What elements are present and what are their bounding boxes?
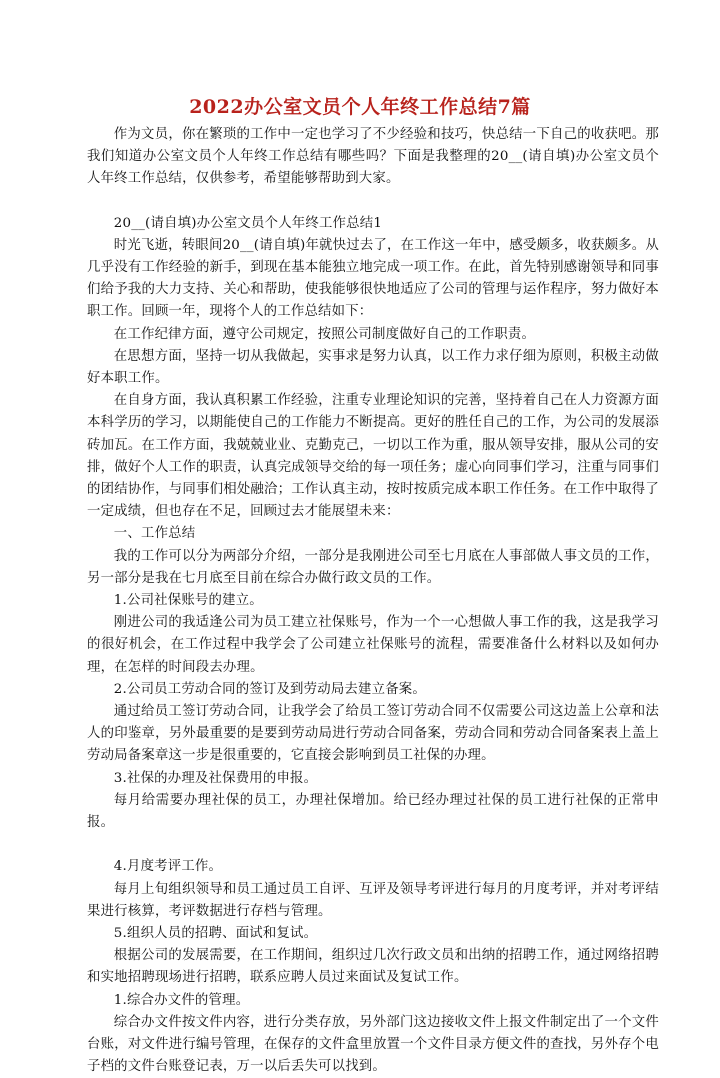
list-item-heading: 1.综合办文件的管理。 [113, 992, 250, 1008]
paragraph: 根据公司的发展需要，在工作期间，组织过几次行政文员和出纳的招聘工作，通过网络招聘和实地招聘现场进行招聘，联系应聘人员过来面试及复试工作。 [87, 948, 659, 986]
subheading: 一、工作总结 [113, 526, 196, 542]
blank-line [87, 834, 659, 856]
paragraph: 在工作纪律方面，遵守公司规定，按照公司制度做好自己的工作职责。 [113, 326, 536, 342]
blank-line [87, 191, 659, 213]
list-item-heading: 2.公司员工劳动合同的签订及到劳动局去建立备案。 [113, 681, 426, 697]
list-item-heading: 4.月度考评工作。 [113, 859, 223, 875]
intro-paragraph: 作为文员，你在繁琐的工作中一定也学习了不少经验和技巧，快总结一下自己的收获吧。那我们知道办公室文员个人年终工作总结有哪些吗？下面是我整理的20__(请自填)办公室文员个人年终工作总结，仅供参考，希望能够帮助到大家。 [87, 127, 659, 187]
document-body [87, 124, 659, 1078]
paragraph: 在自身方面，我认真积累工作经验，注重专业理论知识的完善，坚持着自己在人力资源方面本科学历的学习，以期能使自己的工作能力不断提高。更好的胜任自己的工作，为公司的发展添砖加瓦。在工作方面，我兢兢业业、克勤克己，一切以工作为重，服从领导安排，服从公司的安排，做好个人工作的职责，认真完成领导交给的每一项任务；虚心向同事们学习，注重与同事们的团结协作，与同事们相处融洽；工作认真主动，按时按质完成本职工作任务。在工作中取得了一定成绩，但也存在不足，回顾过去才能展望未来： [87, 393, 659, 520]
list-item-heading: 1.公司社保账号的建立。 [113, 593, 263, 609]
paragraph: 每月给需要办理社保的员工，办理社保增加。给已经办理过社保的员工进行社保的正常申报。 [87, 792, 659, 831]
list-item-heading: 3.社保的办理及社保费用的申报。 [113, 770, 318, 786]
document-title: 2022办公室文员个人年终工作总结7篇 [189, 96, 531, 118]
paragraph: 我的工作可以分为两部分介绍，一部分是我刚进公司至七月底在人事部做人事文员的工作，另一部分是我在七月底至目前在综合办做行政文员的工作。 [87, 548, 659, 586]
paragraph: 每月上旬组织领导和员工通过员工自评、互评及领导考评进行每月的月度考评，并对考评结果进行核算，考评数据进行存档与管理。 [87, 881, 659, 919]
paragraph: 在思想方面，坚持一切从我做起，实事求是努力认真，以工作力求仔细为原则，积极主动做好本职工作。 [87, 348, 659, 387]
section-heading: 20__(请自填)办公室文员个人年终工作总结1 [113, 215, 383, 231]
paragraph: 综合办文件按文件内容，进行分类存放，另外部门这边接收文件上报文件制定出了一个文件台账，对文件进行编号管理，在保存的文件盒里放置一个文件目录方便文件的查找，另外存个电子档的文件台账登记表，万一以后丢失可以找到。 [87, 1014, 659, 1075]
paragraph: 时光飞逝，转眼间20__(请自填)年就快过去了，在工作这一年中，感受颇多，收获颇多。从几乎没有工作经验的新手，到现在基本能独立地完成一项工作。在此，首先特别感谢领导和同事们给予我的大力支持、关心和帮助，使我能够很快地适应了公司的管理与运作程序，努力做好本职工作。回顾一年，现将个人的工作总结如下： [87, 237, 659, 320]
paragraph: 刚进公司的我适逢公司为员工建立社保账号，作为一个一心想做人事工作的我，这是我学习的很好机会，在工作过程中我学会了公司建立社保账号的流程，需要准备什么材料以及如何办理，在怎样的时间段去办理。 [87, 615, 659, 675]
list-item-heading: 5.组织人员的招聘、面试和复试。 [113, 925, 318, 941]
paragraph: 通过给员工签订劳动合同，让我学会了给员工签订劳动合同不仅需要公司这边盖上公章和法人的印鉴章，另外最重要的是要到劳动局进行劳动合同备案，劳动合同和劳动合同备案表上盖上劳动局备案章这一步是很重要的，它直接会影响到员工社保的办理。 [87, 704, 659, 764]
